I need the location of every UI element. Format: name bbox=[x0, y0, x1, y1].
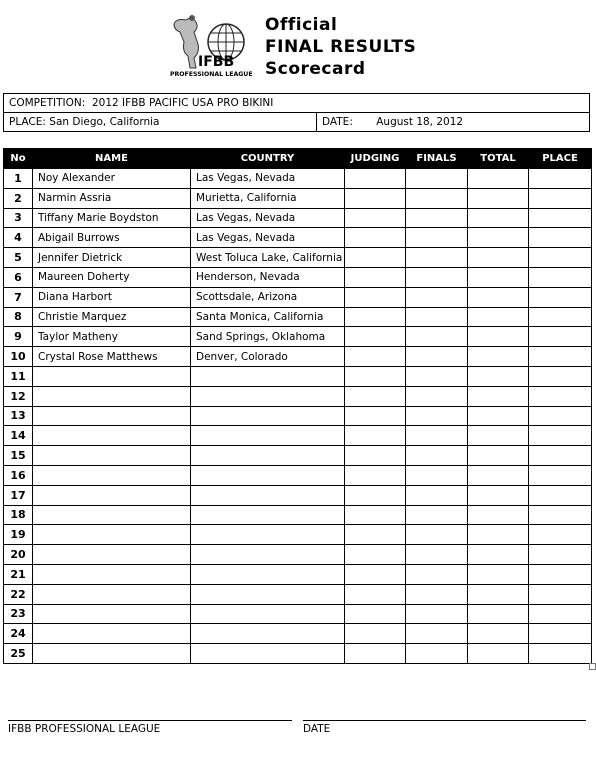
total-cell bbox=[468, 624, 529, 644]
finals-cell bbox=[406, 188, 468, 208]
row-number-cell: 21 bbox=[4, 564, 33, 584]
row-number-cell: 22 bbox=[4, 584, 33, 604]
place-cell bbox=[529, 406, 592, 426]
column-header-no: No bbox=[4, 149, 33, 169]
row-number-cell: 19 bbox=[4, 525, 33, 545]
judging-cell bbox=[345, 426, 406, 446]
total-cell bbox=[468, 188, 529, 208]
results-header-row bbox=[4, 149, 592, 169]
judging-cell bbox=[345, 188, 406, 208]
finals-cell bbox=[406, 267, 468, 287]
name-cell: Maureen Doherty bbox=[33, 267, 191, 287]
finals-cell bbox=[406, 545, 468, 565]
country-cell: West Toluca Lake, California bbox=[191, 248, 345, 268]
name-cell bbox=[33, 386, 191, 406]
title-line-final-results: FINAL RESULTS bbox=[265, 37, 417, 57]
place-cell bbox=[529, 525, 592, 545]
country-cell: Scottsdale, Arizona bbox=[191, 287, 345, 307]
judging-cell bbox=[345, 505, 406, 525]
row-number-cell: 1 bbox=[4, 169, 33, 189]
row-number-cell: 3 bbox=[4, 208, 33, 228]
total-cell bbox=[468, 426, 529, 446]
finals-cell bbox=[406, 386, 468, 406]
finals-cell bbox=[406, 307, 468, 327]
place-cell bbox=[529, 644, 592, 664]
country-cell bbox=[191, 485, 345, 505]
finals-cell bbox=[406, 169, 468, 189]
total-cell bbox=[468, 248, 529, 268]
name-cell: Christie Marquez bbox=[33, 307, 191, 327]
finals-cell bbox=[406, 347, 468, 367]
row-number-cell: 6 bbox=[4, 267, 33, 287]
title-line-scorecard: Scorecard bbox=[265, 59, 366, 79]
place-cell bbox=[529, 386, 592, 406]
total-cell bbox=[468, 307, 529, 327]
table-row bbox=[4, 406, 592, 426]
table-resize-handle[interactable] bbox=[589, 663, 596, 670]
judging-cell bbox=[345, 228, 406, 248]
country-cell bbox=[191, 545, 345, 565]
judging-cell bbox=[345, 327, 406, 347]
country-cell bbox=[191, 426, 345, 446]
name-cell bbox=[33, 426, 191, 446]
judging-cell bbox=[345, 564, 406, 584]
name-cell: Tiffany Marie Boydston bbox=[33, 208, 191, 228]
table-row bbox=[4, 624, 592, 644]
country-cell: Sand Springs, Oklahoma bbox=[191, 327, 345, 347]
row-number-cell: 23 bbox=[4, 604, 33, 624]
place-cell bbox=[529, 248, 592, 268]
country-cell: Las Vegas, Nevada bbox=[191, 208, 345, 228]
table-row bbox=[4, 545, 592, 565]
name-cell bbox=[33, 465, 191, 485]
judging-cell bbox=[345, 169, 406, 189]
country-cell: Henderson, Nevada bbox=[191, 267, 345, 287]
place-cell bbox=[529, 426, 592, 446]
total-cell bbox=[468, 505, 529, 525]
total-cell bbox=[468, 366, 529, 386]
row-number-cell: 17 bbox=[4, 485, 33, 505]
place-cell bbox=[529, 307, 592, 327]
place-cell bbox=[529, 564, 592, 584]
place-cell bbox=[529, 208, 592, 228]
finals-cell bbox=[406, 604, 468, 624]
table-row bbox=[4, 584, 592, 604]
finals-cell bbox=[406, 248, 468, 268]
country-cell: Las Vegas, Nevada bbox=[191, 228, 345, 248]
finals-cell bbox=[406, 564, 468, 584]
column-header-place: PLACE bbox=[529, 149, 592, 169]
place-cell bbox=[529, 446, 592, 466]
total-cell bbox=[468, 604, 529, 624]
judging-cell bbox=[345, 366, 406, 386]
logo-text: IFBB bbox=[198, 54, 235, 70]
country-cell bbox=[191, 525, 345, 545]
place-cell bbox=[529, 327, 592, 347]
total-cell bbox=[468, 525, 529, 545]
judging-cell bbox=[345, 386, 406, 406]
judging-cell bbox=[345, 446, 406, 466]
finals-cell bbox=[406, 584, 468, 604]
total-cell bbox=[468, 208, 529, 228]
place-cell bbox=[529, 624, 592, 644]
country-cell bbox=[191, 366, 345, 386]
country-cell: Las Vegas, Nevada bbox=[191, 169, 345, 189]
name-cell bbox=[33, 564, 191, 584]
place-value: San Diego, California bbox=[49, 116, 160, 128]
date-signature-label: DATE bbox=[303, 723, 331, 735]
judging-cell bbox=[345, 525, 406, 545]
total-cell bbox=[468, 267, 529, 287]
name-cell: Diana Harbort bbox=[33, 287, 191, 307]
total-cell bbox=[468, 406, 529, 426]
table-row bbox=[4, 386, 592, 406]
country-cell bbox=[191, 604, 345, 624]
country-cell bbox=[191, 644, 345, 664]
total-cell bbox=[468, 327, 529, 347]
judging-cell bbox=[345, 287, 406, 307]
judging-cell bbox=[345, 465, 406, 485]
row-number-cell: 14 bbox=[4, 426, 33, 446]
name-cell bbox=[33, 644, 191, 664]
competition-value: 2012 IFBB PACIFIC USA PRO BIKINI bbox=[92, 97, 274, 109]
place-cell bbox=[529, 267, 592, 287]
place-cell bbox=[529, 465, 592, 485]
row-number-cell: 10 bbox=[4, 347, 33, 367]
table-row bbox=[4, 604, 592, 624]
place-cell bbox=[529, 604, 592, 624]
row-number-cell: 4 bbox=[4, 228, 33, 248]
finals-cell bbox=[406, 406, 468, 426]
name-cell bbox=[33, 406, 191, 426]
country-cell bbox=[191, 584, 345, 604]
row-number-cell: 9 bbox=[4, 327, 33, 347]
table-row bbox=[4, 327, 592, 347]
place-cell bbox=[529, 228, 592, 248]
judging-cell bbox=[345, 485, 406, 505]
name-cell bbox=[33, 446, 191, 466]
country-cell bbox=[191, 386, 345, 406]
row-number-cell: 18 bbox=[4, 505, 33, 525]
table-row bbox=[4, 208, 592, 228]
table-row bbox=[4, 446, 592, 466]
place-cell bbox=[529, 188, 592, 208]
table-row bbox=[4, 525, 592, 545]
table-row bbox=[4, 188, 592, 208]
total-cell bbox=[468, 465, 529, 485]
finals-cell bbox=[406, 505, 468, 525]
row-number-cell: 12 bbox=[4, 386, 33, 406]
total-cell bbox=[468, 545, 529, 565]
scorecard-title bbox=[265, 14, 416, 80]
name-cell bbox=[33, 604, 191, 624]
row-number-cell: 2 bbox=[4, 188, 33, 208]
place-cell bbox=[529, 347, 592, 367]
finals-cell bbox=[406, 624, 468, 644]
table-row bbox=[4, 426, 592, 446]
total-cell bbox=[468, 169, 529, 189]
column-header-judging: JUDGING bbox=[345, 149, 406, 169]
country-cell bbox=[191, 465, 345, 485]
judging-cell bbox=[345, 604, 406, 624]
date-label: DATE: bbox=[322, 116, 353, 128]
results-table bbox=[3, 148, 592, 664]
name-cell bbox=[33, 624, 191, 644]
competition-info-table bbox=[3, 93, 590, 132]
name-cell bbox=[33, 485, 191, 505]
country-cell bbox=[191, 624, 345, 644]
finals-cell bbox=[406, 525, 468, 545]
finals-cell bbox=[406, 327, 468, 347]
place-cell bbox=[529, 584, 592, 604]
row-number-cell: 16 bbox=[4, 465, 33, 485]
column-header-country: COUNTRY bbox=[191, 149, 345, 169]
table-row bbox=[4, 307, 592, 327]
place-cell bbox=[529, 545, 592, 565]
results-body bbox=[4, 169, 592, 664]
judging-cell bbox=[345, 406, 406, 426]
row-number-cell: 13 bbox=[4, 406, 33, 426]
column-header-name: NAME bbox=[33, 149, 191, 169]
row-number-cell: 5 bbox=[4, 248, 33, 268]
finals-cell bbox=[406, 366, 468, 386]
country-cell bbox=[191, 505, 345, 525]
country-cell: Santa Monica, California bbox=[191, 307, 345, 327]
judging-cell bbox=[345, 248, 406, 268]
name-cell bbox=[33, 545, 191, 565]
judging-cell bbox=[345, 307, 406, 327]
total-cell bbox=[468, 446, 529, 466]
table-row bbox=[4, 287, 592, 307]
country-cell: Murietta, California bbox=[191, 188, 345, 208]
table-row bbox=[4, 228, 592, 248]
date-cell bbox=[317, 113, 590, 132]
total-cell bbox=[468, 287, 529, 307]
place-cell bbox=[529, 505, 592, 525]
judging-cell bbox=[345, 267, 406, 287]
judging-cell bbox=[345, 624, 406, 644]
table-row bbox=[4, 248, 592, 268]
finals-cell bbox=[406, 446, 468, 466]
table-row bbox=[4, 564, 592, 584]
table-row bbox=[4, 465, 592, 485]
finals-cell bbox=[406, 465, 468, 485]
judging-cell bbox=[345, 584, 406, 604]
finals-cell bbox=[406, 485, 468, 505]
finals-cell bbox=[406, 287, 468, 307]
column-header-total: TOTAL bbox=[468, 149, 529, 169]
place-cell bbox=[529, 366, 592, 386]
finals-cell bbox=[406, 228, 468, 248]
signature-line bbox=[8, 720, 292, 721]
row-number-cell: 25 bbox=[4, 644, 33, 664]
total-cell bbox=[468, 347, 529, 367]
competition-label: COMPETITION: bbox=[9, 97, 86, 109]
total-cell bbox=[468, 485, 529, 505]
date-signature-line bbox=[303, 720, 586, 721]
judging-cell bbox=[345, 208, 406, 228]
table-row bbox=[4, 366, 592, 386]
judging-cell bbox=[345, 545, 406, 565]
table-row bbox=[4, 169, 592, 189]
table-row bbox=[4, 267, 592, 287]
finals-cell bbox=[406, 644, 468, 664]
name-cell bbox=[33, 584, 191, 604]
ifbb-signature-label: IFBB PROFESSIONAL LEAGUE bbox=[8, 723, 161, 735]
country-cell bbox=[191, 446, 345, 466]
row-number-cell: 8 bbox=[4, 307, 33, 327]
row-number-cell: 20 bbox=[4, 545, 33, 565]
country-cell bbox=[191, 564, 345, 584]
total-cell bbox=[468, 644, 529, 664]
row-number-cell: 11 bbox=[4, 366, 33, 386]
title-line-official: Official bbox=[265, 15, 338, 35]
total-cell bbox=[468, 584, 529, 604]
place-label: PLACE: bbox=[9, 116, 46, 128]
competition-cell bbox=[4, 94, 590, 113]
finals-cell bbox=[406, 208, 468, 228]
logo-subtext: PROFESSIONAL LEAGUE bbox=[170, 71, 253, 78]
total-cell bbox=[468, 564, 529, 584]
table-row bbox=[4, 505, 592, 525]
name-cell: Abigail Burrows bbox=[33, 228, 191, 248]
name-cell: Crystal Rose Matthews bbox=[33, 347, 191, 367]
row-number-cell: 15 bbox=[4, 446, 33, 466]
column-header-finals: FINALS bbox=[406, 149, 468, 169]
name-cell: Taylor Matheny bbox=[33, 327, 191, 347]
total-cell bbox=[468, 228, 529, 248]
table-row bbox=[4, 485, 592, 505]
place-cell bbox=[4, 113, 317, 132]
name-cell: Narmin Assria bbox=[33, 188, 191, 208]
name-cell: Jennifer Dietrick bbox=[33, 248, 191, 268]
judging-cell bbox=[345, 347, 406, 367]
ifbb-logo bbox=[168, 14, 258, 80]
name-cell bbox=[33, 505, 191, 525]
judging-cell bbox=[345, 644, 406, 664]
table-row bbox=[4, 347, 592, 367]
country-cell: Denver, Colorado bbox=[191, 347, 345, 367]
row-number-cell: 7 bbox=[4, 287, 33, 307]
finals-cell bbox=[406, 426, 468, 446]
name-cell bbox=[33, 366, 191, 386]
name-cell: Noy Alexander bbox=[33, 169, 191, 189]
place-cell bbox=[529, 287, 592, 307]
table-row bbox=[4, 644, 592, 664]
row-number-cell: 24 bbox=[4, 624, 33, 644]
name-cell bbox=[33, 525, 191, 545]
place-cell bbox=[529, 169, 592, 189]
total-cell bbox=[468, 386, 529, 406]
date-value: August 18, 2012 bbox=[376, 116, 464, 128]
place-cell bbox=[529, 485, 592, 505]
country-cell bbox=[191, 406, 345, 426]
